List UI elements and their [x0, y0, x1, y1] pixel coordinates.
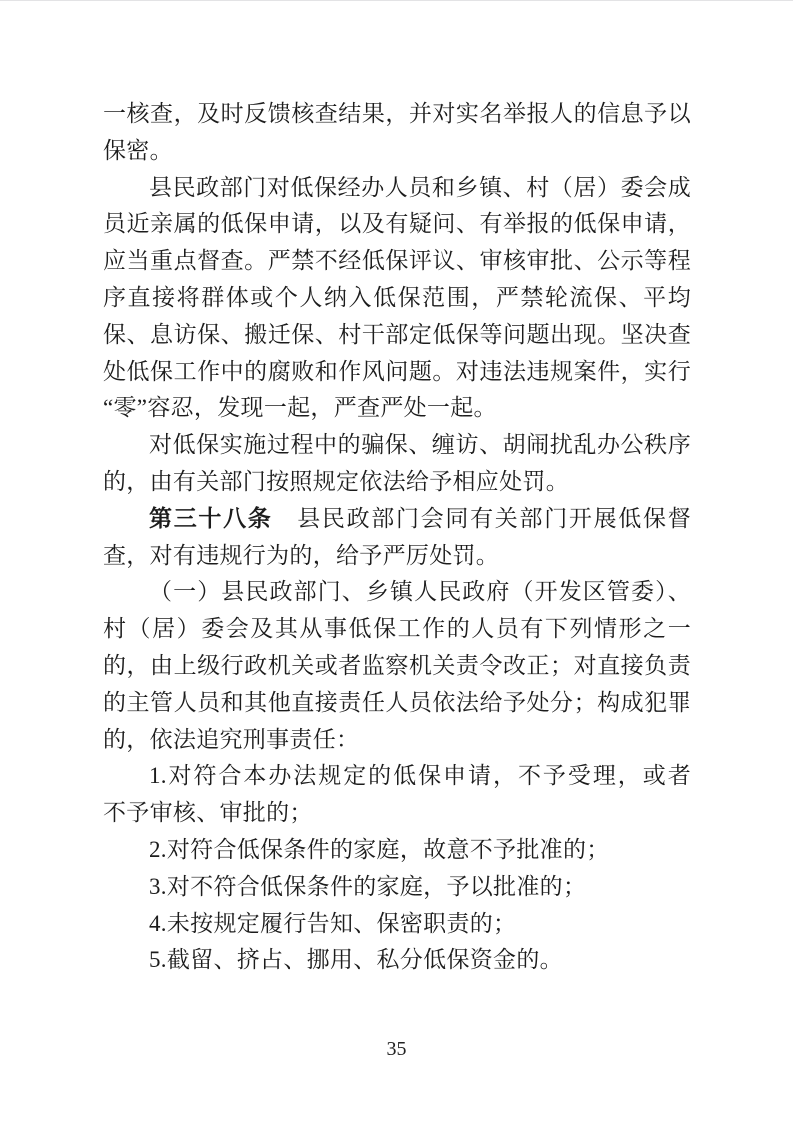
page-number: 35 [386, 1038, 407, 1060]
line-text: 应当重点督查。严禁不经低保评议、审核审批、公示等程 [103, 248, 691, 274]
line-text: “零”容忍，发现一起，严查严处一起。 [103, 395, 497, 421]
line-text: 不予审核、审批的； [103, 800, 313, 826]
text-line [103, 354, 691, 391]
line-text: 对低保实施过程中的骗保、缠访、胡闹扰乱办公秩序 [149, 432, 691, 458]
line-text: 的主管人员和其他直接责任人员依法给予处分；构成犯罪 [103, 689, 691, 715]
text-line [103, 317, 691, 354]
line-text: 县民政部门对低保经办人员和乡镇、村（居）委会成 [149, 174, 691, 200]
line-text: 1.对符合本办法规定的低保申请，不予受理，或者 [149, 763, 691, 789]
document-body-text [103, 96, 691, 979]
line-text: 5.截留、挤占、挪用、私分低保资金的。 [149, 947, 563, 973]
text-line [103, 464, 691, 501]
text-line [103, 942, 691, 979]
text-line [103, 648, 691, 685]
text-line [103, 685, 691, 722]
text-line [103, 133, 691, 170]
line-text: 处低保工作中的腐败和作风问题。对违法违规案件，实行 [103, 358, 691, 384]
text-line [103, 206, 691, 243]
text-line [103, 574, 691, 611]
line-text: 一核查，及时反馈核查结果，并对实名举报人的信息予以 [103, 101, 691, 126]
text-line [103, 832, 691, 869]
text-line [103, 869, 691, 906]
text-line [103, 427, 691, 464]
line-text: 保、息访保、搬迁保、村干部定低保等问题出现。坚决查 [103, 321, 691, 347]
article-heading-bold: 第三十八条 [149, 505, 273, 531]
line-text: 2.对符合低保条件的家庭，故意不予批准的； [149, 836, 610, 862]
line-text: 村（居）委会及其从事低保工作的人员有下列情形之一 [103, 616, 691, 642]
scan-top-edge [0, 0, 793, 1]
text-line [103, 611, 691, 648]
text-line [103, 795, 691, 832]
text-line [103, 96, 691, 133]
text-line [103, 758, 691, 795]
text-line [103, 170, 691, 207]
line-text: （一）县民政部门、乡镇人民政府（开发区管委）、 [149, 579, 691, 605]
text-line [103, 243, 691, 280]
line-text: 的，依法追究刑事责任： [103, 726, 360, 752]
text-line [103, 538, 691, 575]
line-text: 的，由上级行政机关或者监察机关责令改正；对直接负责 [103, 652, 691, 678]
text-line [103, 906, 691, 943]
text-line [103, 280, 691, 317]
line-text: 序直接将群体或个人纳入低保范围，严禁轮流保、平均 [103, 284, 691, 310]
text-line [103, 501, 691, 538]
line-text: 县民政部门会同有关部门开展低保督 [272, 505, 691, 531]
line-text: 3.对不符合低保条件的家庭，予以批准的； [149, 873, 587, 899]
line-text: 4.未按规定履行告知、保密职责的； [149, 910, 517, 936]
line-text: 保密。 [103, 137, 173, 163]
text-line [103, 390, 691, 427]
line-text: 查，对有违规行为的，给予严厉处罚。 [103, 542, 500, 568]
line-text: 的，由有关部门按照规定依法给予相应处罚。 [103, 468, 569, 494]
line-text: 员近亲属的低保申请，以及有疑问、有举报的低保申请， [103, 211, 691, 237]
text-line [103, 722, 691, 759]
